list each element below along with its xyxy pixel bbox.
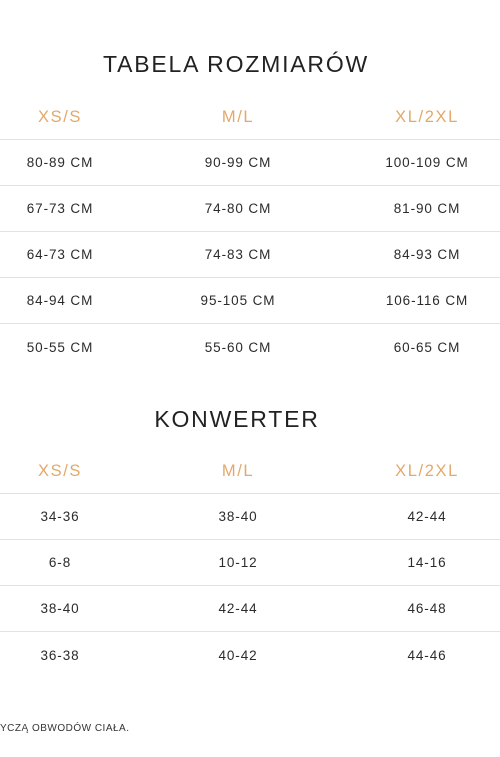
table-cell: 36-38 <box>40 647 80 663</box>
table-row <box>0 494 500 540</box>
table-row <box>0 632 500 678</box>
converter-header-xs-s: XS/S <box>37 462 82 480</box>
table-cell: 40-42 <box>218 647 258 663</box>
table-cell: 55-60 CM <box>204 339 272 355</box>
converter-header-m-l: M/L <box>221 462 255 480</box>
table-cell: 84-93 CM <box>393 247 461 262</box>
table-row <box>0 232 500 278</box>
footnote: YCZĄ OBWODÓW CIAŁA. <box>0 723 130 734</box>
table-cell: 34-36 <box>40 509 80 524</box>
table-cell: 10-12 <box>218 555 258 570</box>
table-cell: 106-116 CM <box>385 293 469 308</box>
table-cell: 95-105 CM <box>200 293 276 308</box>
table-cell: 67-73 CM <box>26 201 94 216</box>
table-cell: 46-48 <box>407 601 447 616</box>
table-cell: 50-55 CM <box>26 339 94 355</box>
table-row <box>0 140 500 186</box>
table-cell: 44-46 <box>407 647 447 663</box>
size-table-header-row <box>0 96 500 140</box>
table-cell: 90-99 CM <box>204 155 272 170</box>
table-cell: 60-65 CM <box>393 339 461 355</box>
table-cell: 42-44 <box>407 509 447 524</box>
table-row <box>0 186 500 232</box>
table-cell: 64-73 CM <box>26 247 94 262</box>
size-header-xl-2xl: XL/2XL <box>395 108 459 126</box>
size-header-xs-s: XS/S <box>37 108 82 126</box>
table-cell: 84-94 CM <box>26 293 94 308</box>
table-cell: 38-40 <box>40 601 80 616</box>
table-cell: 80-89 CM <box>26 155 94 170</box>
table-row <box>0 540 500 586</box>
table-cell: 100-109 CM <box>385 155 469 170</box>
size-table <box>0 96 500 370</box>
table-row <box>0 586 500 632</box>
converter-table <box>0 450 500 678</box>
table-cell: 74-80 CM <box>204 201 272 216</box>
table-cell: 38-40 <box>218 509 258 524</box>
size-header-m-l: M/L <box>221 108 255 126</box>
table-row <box>0 324 500 370</box>
size-table-title: TABELA ROZMIARÓW <box>102 51 370 77</box>
table-cell: 14-16 <box>407 555 447 570</box>
table-cell: 42-44 <box>218 601 258 616</box>
table-row <box>0 278 500 324</box>
converter-table-title: KONWERTER <box>154 406 320 432</box>
table-cell: 6-8 <box>48 555 72 570</box>
table-cell: 81-90 CM <box>393 201 461 216</box>
converter-table-header-row <box>0 450 500 494</box>
table-cell: 74-83 CM <box>204 247 272 262</box>
converter-header-xl-2xl: XL/2XL <box>395 462 459 480</box>
